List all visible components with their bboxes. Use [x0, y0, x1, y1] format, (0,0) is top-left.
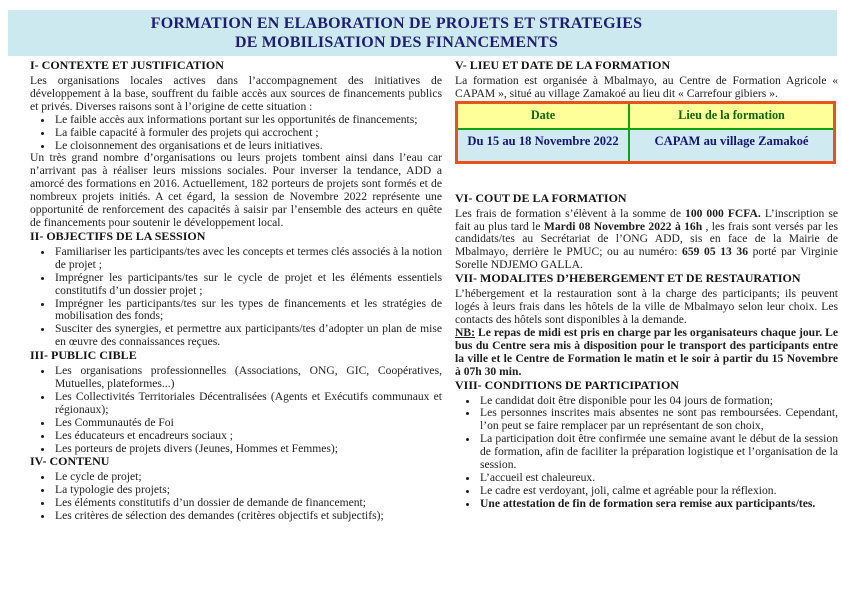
schedule-table	[455, 101, 836, 164]
section-heading-cout: VI- COUT DE LA FORMATION	[455, 190, 627, 205]
contexte-paragraph-2: Un très grand nombre d’organisations ou leurs projets tombent ainsi dans l’eau car n’arrivant pas à réaliser leurs missions sociales. Pour inverser la tendance, ADD a amorcé des formations en 2016. Actuellement, 182 porteurs de projets sont formés et de nombreux projets initiés. A cet égard, la session de Novembre 2022 représente une opportunité de renforcement des capacités à saisir par l’ensemble des acteurs en quête de financements pour soutenir le développement local.	[30, 151, 442, 229]
table-header-lieu: Lieu de la formation	[629, 102, 834, 128]
public-cible-bullet-list	[30, 365, 442, 455]
left-column	[30, 59, 442, 523]
cout-paragraph	[455, 208, 838, 273]
cout-text: , les frais sont versés par les candidats/tes au Secrétariat de l’ONG ADD, sis en face de la Mairie de Mbalmayo, derrière le PMUC; ou au numéro:	[455, 219, 839, 259]
list-item: • Le cadre est verdoyant, joli, calme et agréable pour la réflexion.	[479, 485, 838, 498]
section-heading-objectifs: II- OBJECTIFS DE LA SESSION	[30, 228, 206, 243]
cout-text: L’inscription se fait au plus tard le	[455, 206, 838, 233]
list-item: • L’accueil est chaleureux.	[479, 472, 838, 485]
list-item: • Les éléments constitutifs d’un dossier de demande de financement;	[54, 497, 442, 510]
table-row	[457, 129, 835, 162]
list-item: • La participation doit être confirmée une semaine avant le début de la session de formation, afin de faciliter la préparation logistique et l’organisation de la session.	[479, 433, 838, 472]
contexte-bullet-list	[30, 114, 442, 153]
lieu-date-paragraph: La formation est organisée à Mbalmayo, au Centre de Formation Agricole « CAPAM », situé au village Zamakoé au lieu dit « Carrefour gibiers ».	[455, 74, 838, 100]
list-item: • Les personnes inscrites mais absentes ne sont pas remboursées. Cependant, l’on peut se faire remplacer par un représentant de son choix,	[479, 407, 838, 433]
title-banner	[8, 10, 837, 56]
cout-deadline: Mardi 08 Novembre 2022 à 16h	[543, 219, 703, 233]
list-item-attestation: • Une attestation de fin de formation sera remise aux participants/tes.	[479, 498, 838, 511]
list-item: • Imprégner les participants/tes sur les types de financements et les stratégies de mobilisation des fonds;	[54, 298, 442, 324]
conditions-bullet-list	[455, 395, 838, 472]
list-item: • Les Communautés de Foi	[54, 417, 442, 430]
section-heading-contexte: I- CONTEXTE ET JUSTIFICATION	[30, 58, 224, 72]
list-item: • Le cycle de projet;	[54, 471, 442, 484]
nb-label: NB:	[455, 325, 475, 339]
objectifs-bullet-list	[30, 246, 442, 349]
section-heading-hebergement: VII- MODALITES D’HEBERGEMENT ET DE RESTAURATION	[455, 271, 801, 286]
list-item: • La faible capacité à formuler des projets qui accrochent ;	[54, 127, 442, 140]
list-item: • Les éducateurs et encadreurs sociaux ;	[54, 430, 442, 443]
table-cell-lieu-value: CAPAM au village Zamakoé	[629, 129, 834, 162]
contenu-bullet-list	[30, 471, 442, 523]
list-item: • Familiariser les participants/tes avec les concepts et termes clés associés à la notion de projet ;	[54, 246, 442, 272]
list-item: • La typologie des projets;	[54, 484, 442, 497]
section-heading-lieu-date: V- LIEU ET DATE DE LA FORMATION	[455, 58, 671, 72]
hebergement-paragraph: L’hébergement et la restauration sont à la charge des participants; ils peuvent logés à leurs frais dans les hôtels de la ville de Mbalmayo selon leur choix. Les contacts des hôtels sont disponibles à la demande.	[455, 287, 838, 326]
cout-amount: 100 000 FCFA.	[685, 206, 761, 220]
table-cell-date-value: Du 15 au 18 Novembre 2022	[457, 129, 630, 162]
list-item: • Le faible accès aux informations portant sur les opportunités de financements;	[54, 114, 442, 127]
contexte-intro-paragraph: Les organisations locales actives dans l’accompagnement des initiatives de développement à la base, souffrent du faible accès aux sources de financements publics et privés. Diverses raisons sont à l’origine de cette situation :	[30, 74, 442, 113]
table-header-date: Date	[457, 102, 630, 128]
list-item: • Les porteurs de projets divers (Jeunes, Hommes et Femmes);	[54, 443, 442, 456]
nb-paragraph	[455, 327, 838, 379]
list-item: • Les organisations professionnelles (Associations, ONG, GIC, Coopératives, Mutuelles, plateformes...)	[54, 365, 442, 391]
list-item: • Le candidat doit être disponible pour les 04 jours de formation;	[479, 395, 838, 408]
cout-text: Les frais de formation s’élèvent à la somme de	[455, 206, 686, 220]
nb-text: Le repas de midi est pris en charge par les organisateurs chaque jour. Le bus du Centre sera mis à disposition pour le transport des participants entre la ville et le Centre de Formation le matin et le soir à partir du 15 Novembre à 07h 30 min.	[455, 325, 838, 378]
cout-phone-number: 659 05 13 36	[682, 245, 749, 259]
section-heading-conditions: VIII- CONDITIONS DE PARTICIPATION	[455, 377, 679, 392]
list-item: • Susciter des synergies, et permettre aux participants/tes d’adopter un plan de mise en œuvre des connaissances reçues.	[54, 323, 442, 349]
list-item: • Le cloisonnement des organisations et de leurs initiatives.	[54, 140, 442, 153]
right-column	[455, 59, 838, 511]
page-title-line1: FORMATION EN ELABORATION DE PROJETS ET STRATEGIES	[150, 15, 643, 32]
section-heading-public-cible: III- PUBLIC CIBLE	[30, 348, 137, 363]
list-item: • Les critères de sélection des demandes (critères objectifs et subjectifs);	[54, 510, 442, 523]
conditions-bullet-list-2	[455, 472, 838, 511]
cout-text: porté par Virginie Sorelle NDJEMO GALLA.	[455, 245, 838, 272]
page-title-line2: DE MOBILISATION DES FINANCEMENTS	[234, 34, 559, 51]
list-item: • Imprégner les participants/tes sur le cycle de projet et les éléments essentiels constitutifs d’un dossier projet ;	[54, 272, 442, 298]
section-heading-contenu: IV- CONTENU	[30, 454, 110, 469]
list-item: • Les Collectivités Territoriales Décentralisées (Agents et Exécutifs communaux et régionaux);	[54, 391, 442, 417]
table-header-row	[457, 102, 835, 128]
